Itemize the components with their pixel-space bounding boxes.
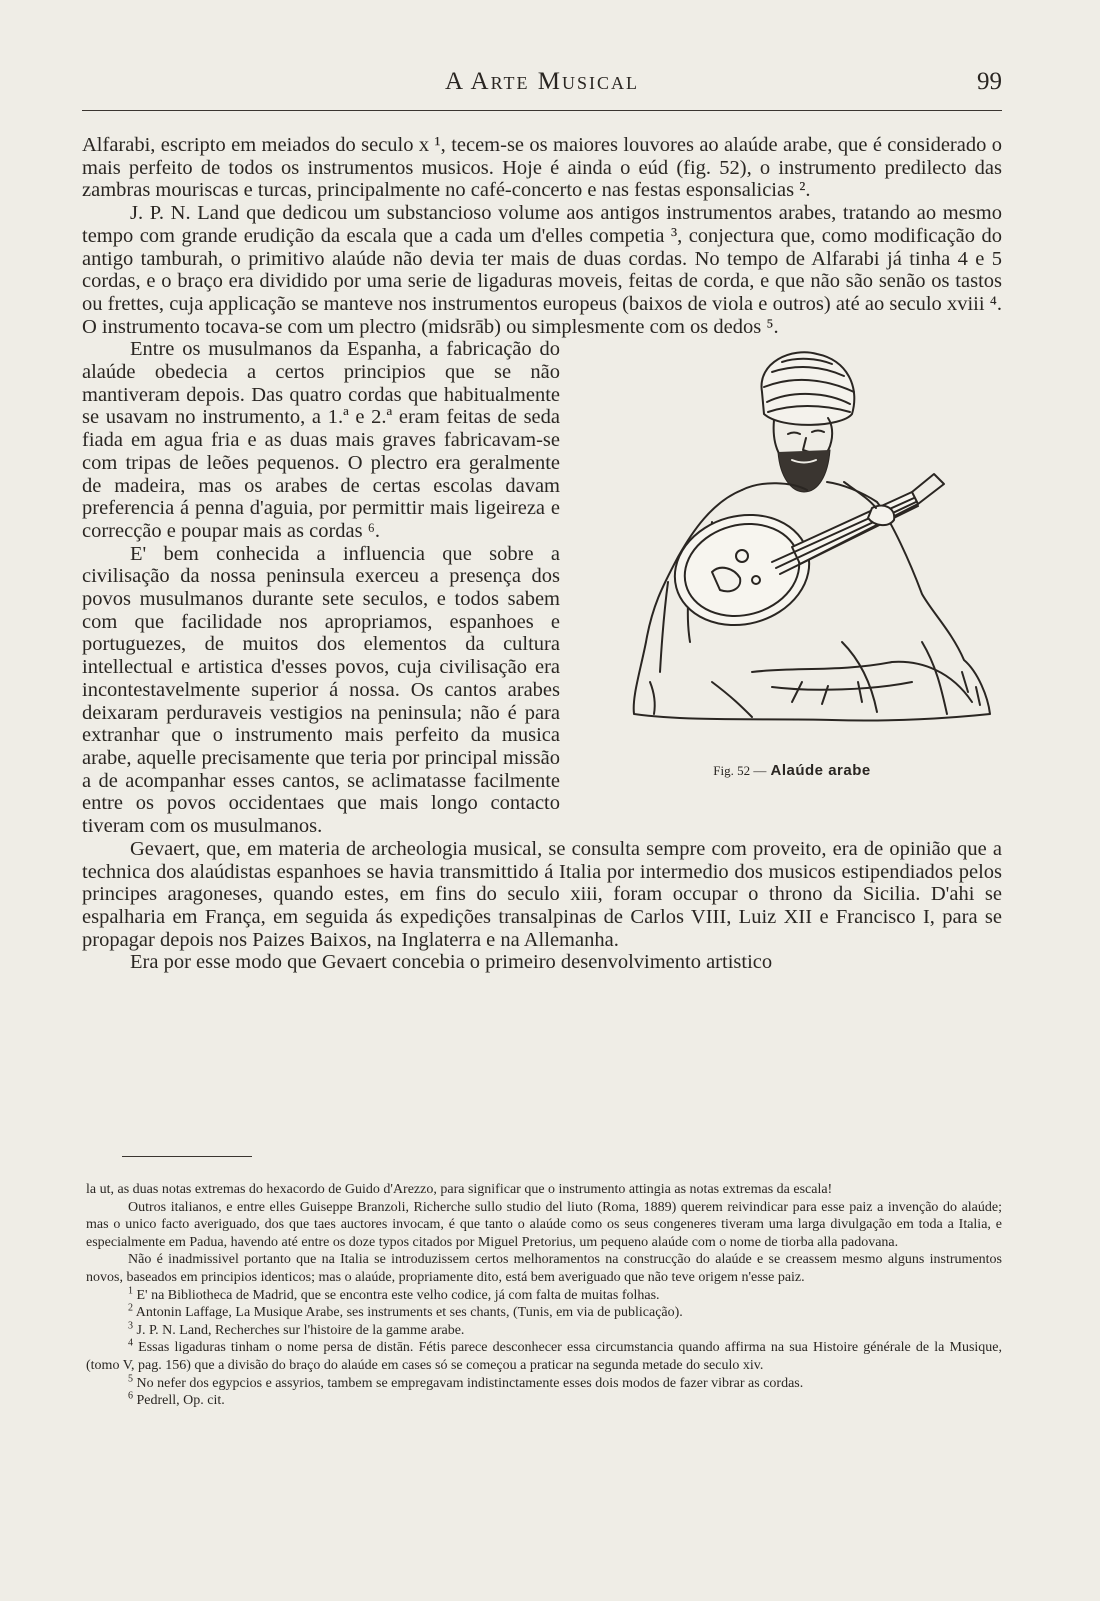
footnote-mark: 1	[128, 1284, 133, 1296]
page-number: 99	[977, 68, 1002, 95]
footnote-text: No nefer dos egypcios e assyrios, tambem se empregavam indistinctamente esses dois modos de fazer vibrar as cordas.	[136, 1375, 804, 1391]
paragraph-1: Alfarabi, escripto em meiados do seculo x ¹, tecem-se os maiores louvores ao alaúde arabe, que é considerado o mais perfeito de todos os instrumentos musicos. Hoje é ainda o eúd (fig. 52), o instrumento predilecto das zambras mouriscas e turcas, principalmente no café-concerto e nas festas esponsalicias ².	[82, 134, 1002, 202]
footnote-3	[86, 1322, 1002, 1340]
footnote-text: Antonin Laffage, La Musique Arabe, ses instruments et ses chants, (Tunis, em via de publicação).	[135, 1305, 683, 1321]
footnote-mark: 6	[128, 1390, 133, 1402]
header-rule	[82, 110, 1002, 111]
footnote-continuation-3: Não é inadmissivel portanto que na Italia se introduzissem certos melhoramentos na construcção do alaúde e se creassem mesmo alguns instrumentos novos, baseados em principios identicos; mas o alaúde, propriamente dito, está bem averiguado que não teve origem n'esse paiz.	[86, 1252, 1002, 1285]
paragraph-3: Entre os musulmanos da Espanha, a fabricação do alaúde obedecia a certos principios que se não mantiveram depois. Das quatro cordas que habitualmente se usavam no instrumento, a 1.ª e 2.ª eram feitas de seda fiada em agua fria e as duas mais graves fabricavam-se com tripas de leões pequenos. O plectro era geralmente de madeira, mas os arabes de certas escolas davam preferencia á penna d'aguia, por permittir mais ligeireza e correcção e poupar mais as cordas ⁶.	[82, 338, 560, 542]
paragraph-2: J. P. N. Land que dedicou um substancioso volume aos antigos instrumentos arabes, tratando ao mesmo tempo com grande erudição da escala que a cada um d'elles competia ³, conjectura que, como modificação do antigo tamburah, o primitivo alaúde não devia ter mais de duas cordas. No tempo de Alfarabi já tinha 4 e 5 cordas, e o braço era dividido por uma serie de ligaduras moveis, feitas de corda, e que não são senão os tastos ou frettes, cuja applicação se manteve nos instrumentos europeus (baixos de viola e outros) até ao seculo xviii ⁴. O instrumento tocava-se com um plectro (midsrāb) ou simplesmente com os dedos ⁵.	[82, 202, 1002, 338]
footnote-text: Essas ligaduras tinham o nome persa de distān. Fétis parece desconhecer essa circumstancia quando affirma na sua Histoire générale de la Musique, (tomo V, pag. 156) que a divisão do braço do alaúde em cases só se começou a praticar na segunda metade do seculo xiv.	[86, 1340, 1003, 1373]
footnotes	[86, 1181, 1002, 1410]
footnote-mark: 4	[128, 1337, 133, 1349]
main-text	[82, 134, 1002, 974]
footnote-mark: 3	[128, 1320, 133, 1332]
paragraph-4: E' bem conhecida a influencia que sobre a civilisação da nossa peninsula exerceu a presença dos povos musulmanos durante sete seculos, e todos sabem com que facilidade nos apropriamos, espanhoes e portuguezes, de muitos dos elementos da cultura intellectual e artistica d'esses povos, cuja civilisação era incontestavelmente superior á nossa. Os cantos arabes deixaram perduraveis vestigios na peninsula; não é para extranhar que o instrumento mais perfeito da musica arabe, aquelle precisamente que teria por principal missão a de acompanhar esses cantos, se aclimatasse facilmente entre os povos occidentaes que mais longo contacto tiveram com os musulmanos.	[82, 542, 560, 838]
figure-title: Alaúde arabe	[770, 762, 871, 780]
footnote-mark: 5	[128, 1372, 133, 1384]
footnote-text: J. P. N. Land, Recherches sur l'histoire de la gamme arabe.	[136, 1322, 465, 1338]
running-head	[82, 64, 1002, 104]
figure-label: Fig. 52 —	[713, 763, 767, 779]
footnote-1	[86, 1284, 1002, 1305]
running-title: A Arte Musical	[445, 68, 639, 95]
footnote-4	[86, 1339, 1002, 1374]
footnote-continuation-2: Outros italianos, e entre elles Guiseppe Branzoli, Richerche sullo studio del liuto (Roma, 1889) querem reivindicar para esse paiz a invenção do alaúde; mas o unico facto averiguado, dos que taes auctores invocam, é que tanto o alaúde como os seus congeneres tiveram uma larga divulgação em toda a Italia, e especialmente em Padua, havendo até entre os doze typos citados por Miguel Pretorius, um pequeno alaúde com o nome de tiorba alla padovana.	[86, 1199, 1002, 1250]
paragraph-5: Gevaert, que, em materia de archeologia musical, se consulta sempre com proveito, era de opinião que a technica dos alaúdistas espanhoes se havia transmittido á Italia por intermedio dos musicos estipendiados pelos principes aragoneses, quando estes, em fins do seculo xiii, foram occupar o throno da Sicilia. D'ahi se espalharia em França, em seguida ás expedições transalpinas de Carlos VIII, Luiz XII e Francisco I, para se propagar depois nos Paizes Baixos, na Inglaterra e na Allemanha.	[82, 837, 1002, 951]
footnote-2	[86, 1304, 1002, 1322]
paragraph-6: Era por esse modo que Gevaert concebia o primeiro desenvolvimento artistico	[130, 951, 773, 974]
figure-caption	[582, 760, 1002, 783]
footnote-rule	[122, 1156, 252, 1157]
footnote-mark: 2	[128, 1302, 133, 1314]
footnote-text: Pedrell, Op. cit.	[136, 1393, 225, 1409]
footnote-text: E' na Bibliotheca de Madrid, que se encontra este velho codice, já com falta de muitas folhas.	[136, 1287, 660, 1303]
lute-player-illustration	[592, 342, 992, 742]
figure-52	[582, 340, 1002, 802]
footnote-5	[86, 1372, 1002, 1393]
footnote-continuation-1: la ut, as duas notas extremas do hexacordo de Guido d'Arezzo, para significar que o instrumento attingia as notas extremas da escala!	[86, 1182, 833, 1197]
footnote-6	[86, 1392, 1002, 1410]
